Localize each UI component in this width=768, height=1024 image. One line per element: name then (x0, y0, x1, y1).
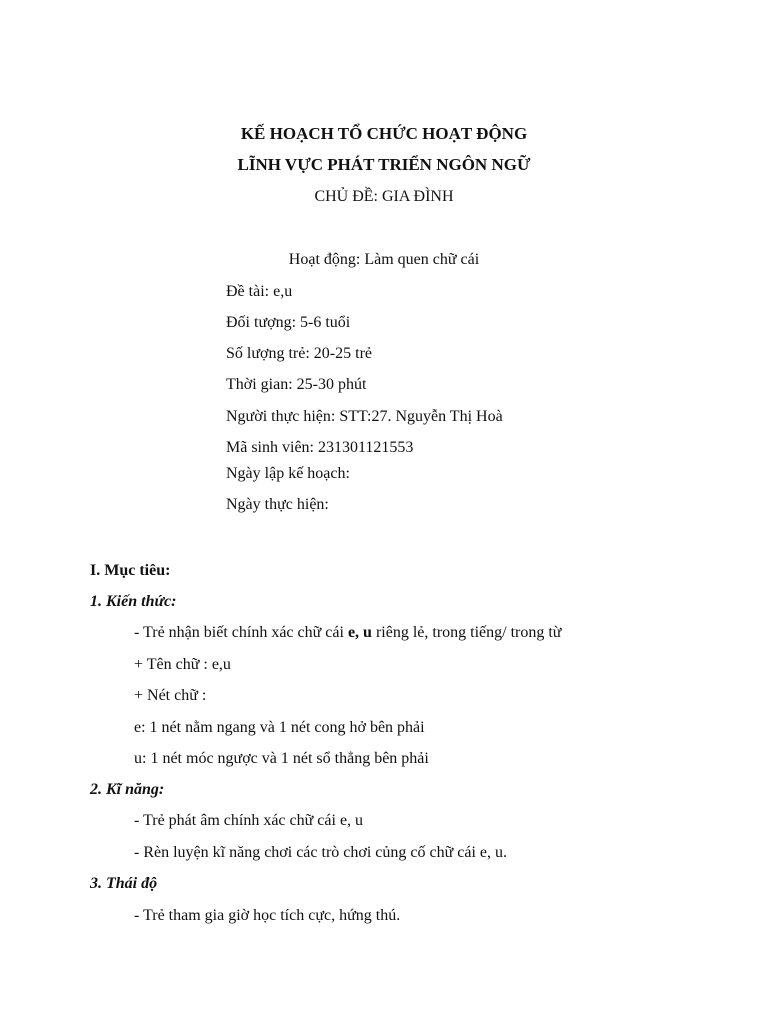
skills-item-1: - Trẻ phát âm chính xác chữ cái e, u (134, 812, 364, 829)
section-heading-objectives: I. Mục tiêu: (90, 562, 171, 579)
knowledge-e-desc: e: 1 nét nằm ngang và 1 nét cong hở bên phải (134, 719, 425, 736)
knowledge-item-1-pre: - Trẻ nhận biết chính xác chữ cái (134, 624, 348, 641)
duration-line: Thời gian: 25-30 phút (226, 376, 367, 393)
knowledge-item-1-bold: e, u (347, 624, 372, 641)
plan-date-line: Ngày lập kế hoạch: (226, 465, 350, 482)
exec-date-line: Ngày thực hiện: (226, 496, 329, 513)
knowledge-strokes: + Nét chữ : (134, 687, 207, 704)
doc-topic: CHỦ ĐỀ: GIA ĐÌNH (314, 188, 454, 205)
subheading-knowledge: 1. Kiến thức: (90, 593, 177, 610)
doc-title-line2: LĨNH VỰC PHÁT TRIỂN NGÔN NGỮ (237, 155, 531, 174)
attitude-item-1: - Trẻ tham gia giờ học tích cực, hứng thú. (134, 907, 401, 924)
subheading-attitude: 3. Thái độ (90, 875, 158, 892)
presenter-line: Người thực hiện: STT:27. Nguyễn Thị Hoà (226, 408, 503, 425)
skills-item-2: - Rèn luyện kĩ năng chơi các trò chơi củng cố chữ cái e, u. (134, 844, 508, 861)
audience-line: Đối tượng: 5-6 tuổi (226, 314, 351, 331)
student-id-line: Mã sinh viên: 231301121553 (226, 439, 414, 456)
knowledge-item-1-post: riêng lẻ, trong tiếng/ trong từ (371, 624, 562, 641)
subheading-skills: 2. Kĩ năng: (90, 781, 165, 798)
knowledge-letter-name: + Tên chữ : e,u (134, 656, 231, 673)
activity-line: Hoạt động: Làm quen chữ cái (288, 251, 480, 268)
count-line: Số lượng trẻ: 20-25 trẻ (226, 345, 372, 362)
knowledge-u-desc: u: 1 nét móc ngược và 1 nét sổ thẳng bên phải (134, 750, 429, 767)
knowledge-item-1 (134, 623, 561, 643)
subject-line: Đề tài: e,u (226, 283, 293, 300)
doc-title-line1: KẾ HOẠCH TỔ CHỨC HOẠT ĐỘNG (240, 124, 528, 143)
